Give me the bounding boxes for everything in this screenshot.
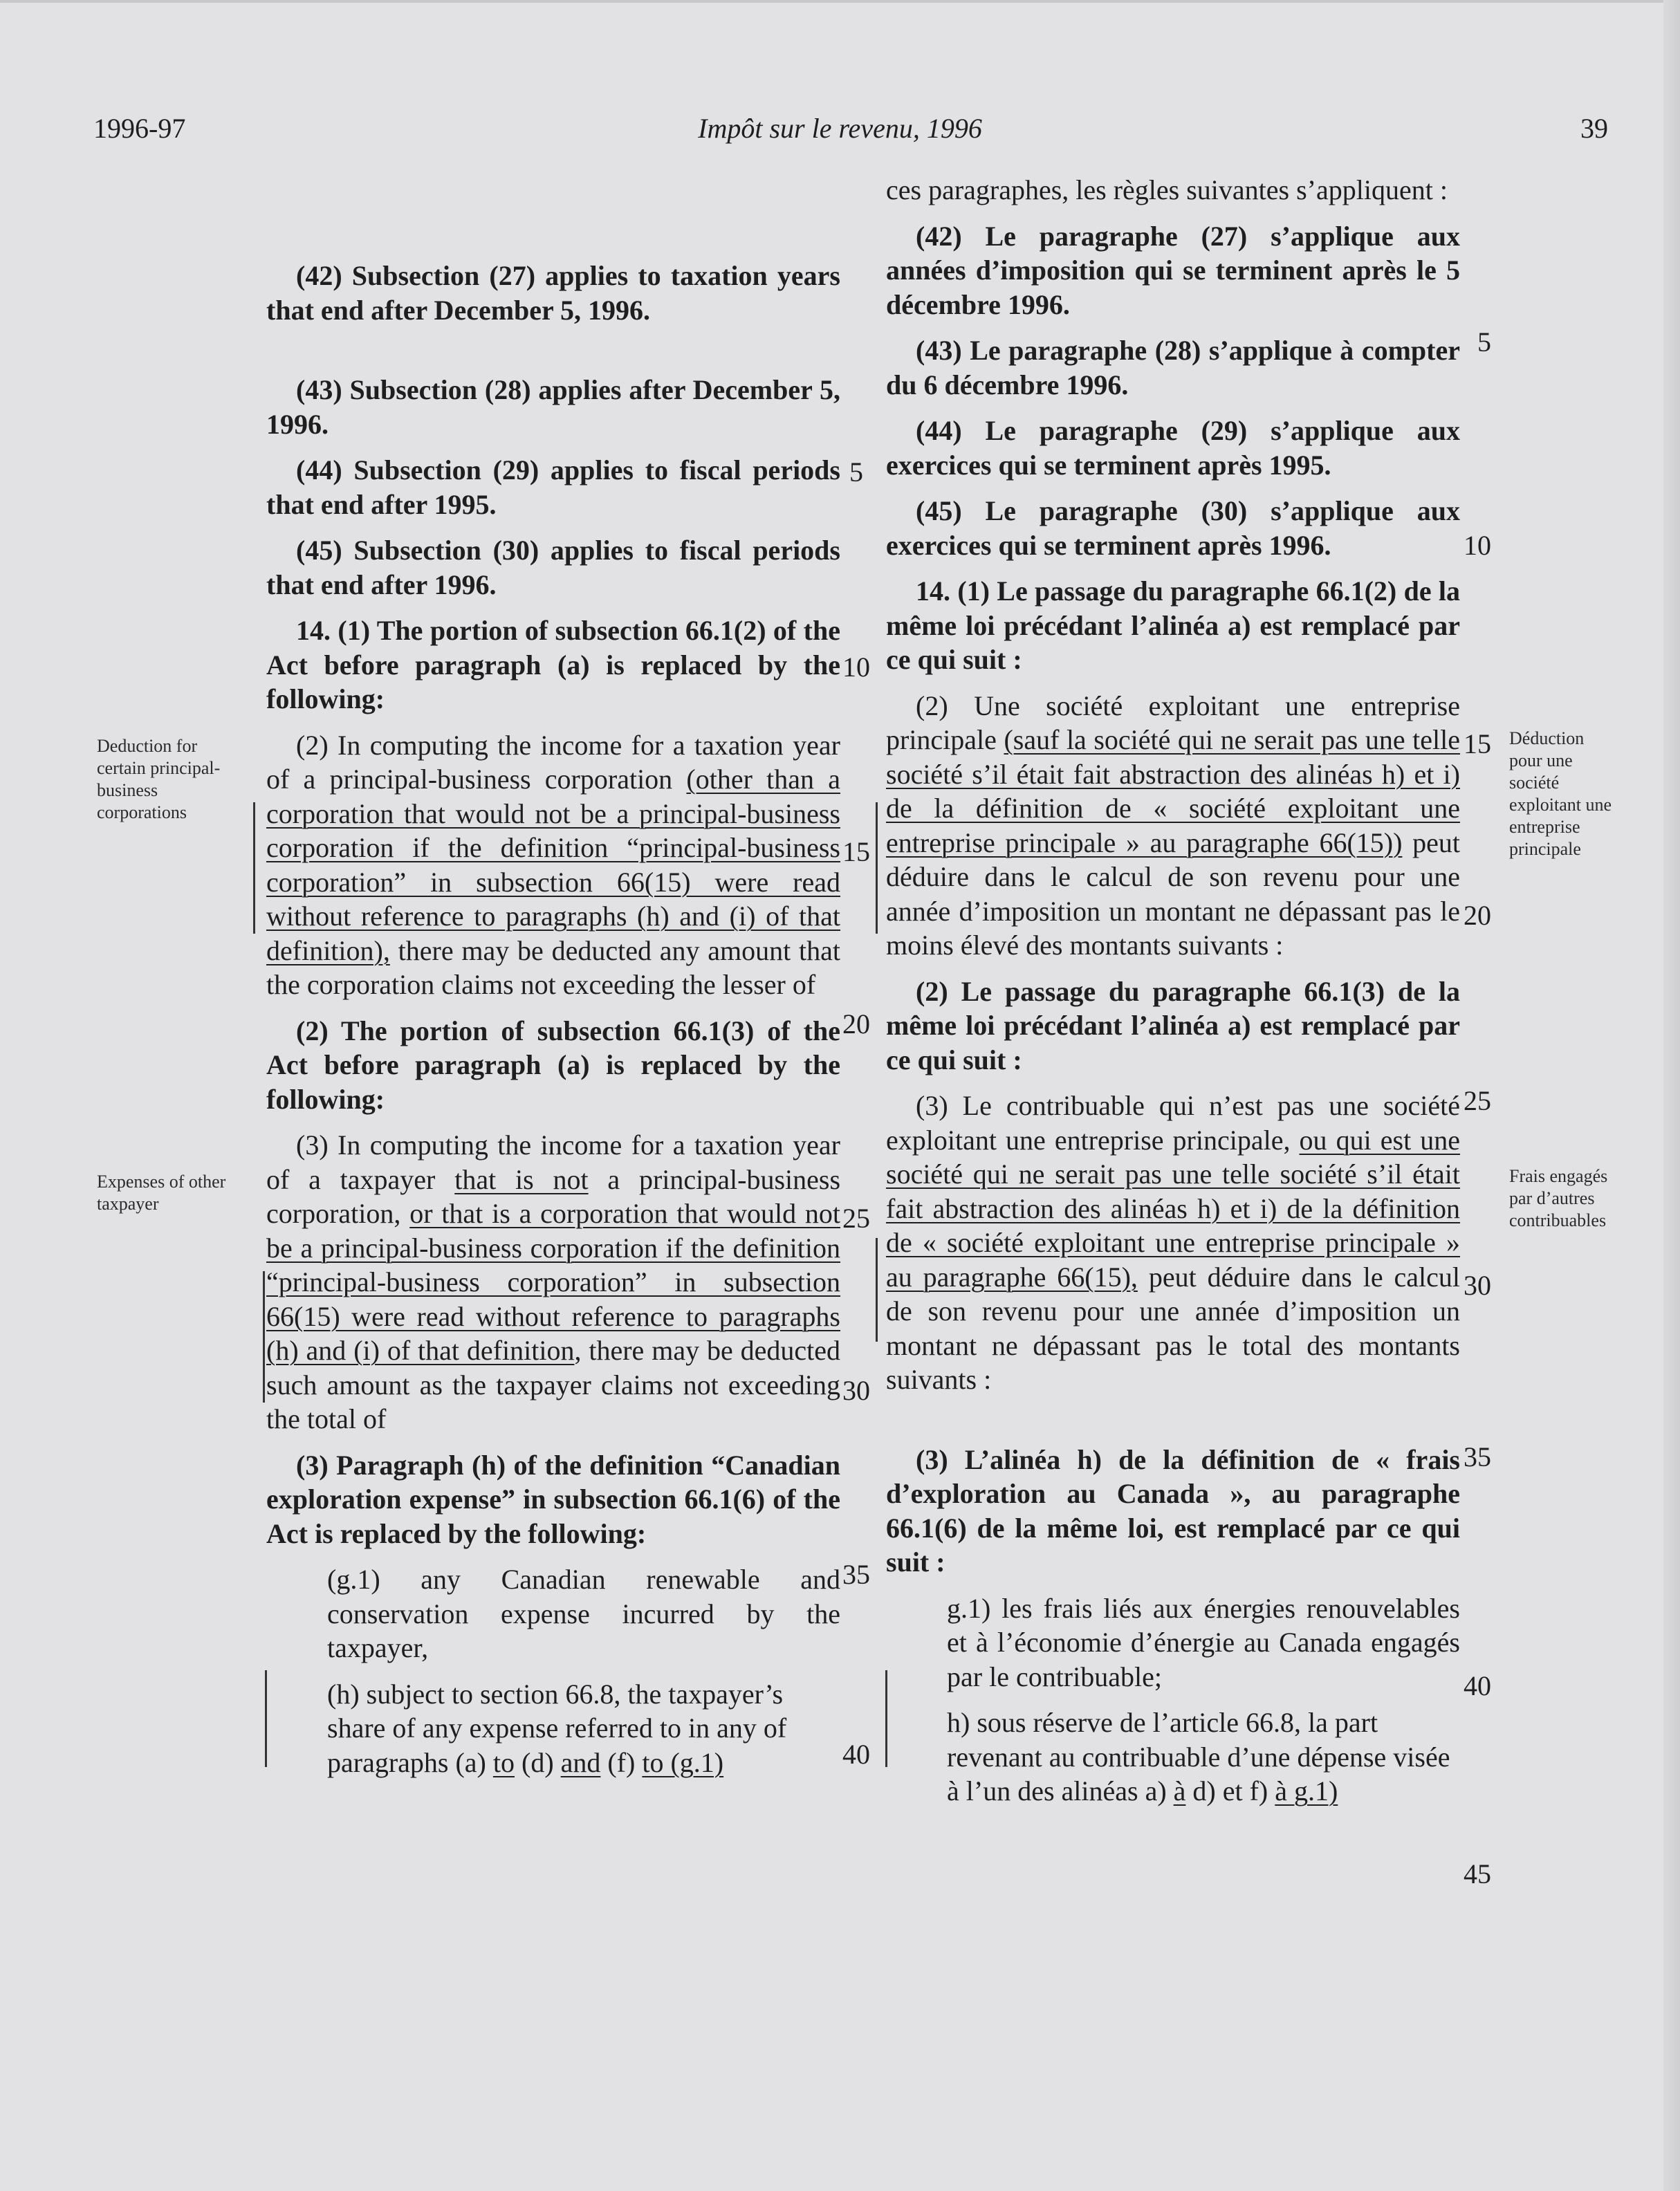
en-amended-text: (other than a corporation that would not be a principal-business corporation if the definition “principal-business corporation” in subsection 66(15) were read without reference to paragraphs (h) and (i) of that definition), <box>266 764 840 966</box>
fr-text: peut déduire dans le calcul de son revenu pour une année d’imposition un montant ne dépassant pas le total des montants suivants : <box>886 1261 1460 1395</box>
en-text: a principal-business corporation, <box>266 1163 841 1229</box>
fr-paragraph-g1: g.1) les frais liés aux énergies renouvelables et à l’économie d’énergie au Canada engagés par le contribuable; <box>947 1592 1460 1692</box>
line-number-fr: 40 <box>1464 1670 1491 1701</box>
en-text: (f) <box>607 1746 636 1778</box>
margin-note-expenses-en: Expenses of other taxpayer <box>97 1172 226 1214</box>
line-number-fr: 35 <box>1464 1441 1491 1472</box>
line-number-fr: 30 <box>1464 1270 1491 1301</box>
page-number: 39 <box>1580 113 1608 144</box>
line-number-fr: 20 <box>1464 900 1491 931</box>
fr-amended-text: (sauf la société qui ne serait pas une telle société s’il était fait abstraction des alinéas h) et i) de la définition de « société exploitant une entreprise principale » au paragraphe 66(15)) <box>886 724 1460 858</box>
fr-text: (2) Une société exploitant une entreprise principale <box>886 690 1460 755</box>
line-number-en: 40 <box>842 1739 870 1770</box>
en-text: , there may be deducted such amount as the taxpayer claims not exceeding the total of <box>266 1335 840 1434</box>
page-right-shadow <box>1663 0 1680 2191</box>
fr-subsection-66-1-3 <box>886 1089 1460 1397</box>
line-number-en: 20 <box>842 1008 870 1039</box>
en-subsection-45: (45) Subsection (30) applies to fiscal periods that end after 1996. <box>266 535 840 600</box>
page-top-edge <box>0 0 1680 3</box>
en-amended-text: to <box>492 1746 515 1778</box>
en-subsection-42: (42) Subsection (27) applies to taxation years that end after December 5, 1996. <box>266 260 840 326</box>
line-number-en: 10 <box>842 651 870 683</box>
fr-amended-text: à <box>1173 1775 1186 1806</box>
en-text: there may be deducted any amount that the corporation claims not exceeding the lesser of <box>266 934 841 1000</box>
fr-text: (3) Le contribuable qui n’est pas une société exploitant une entreprise principale, <box>886 1090 1460 1156</box>
fr-text: h) sous réserve de l’article 66.8, la part revenant au contribuable d’une dépense visée à l’un des alinéas a) <box>947 1707 1450 1806</box>
fr-amended-text: ou qui est une société qui ne serait pas une telle société s’il était fait abstraction des alinéas h) et i) de la définition de « société exploitant une entreprise principale » au paragraphe 66(15), <box>886 1124 1460 1293</box>
line-number-fr: 25 <box>1464 1085 1491 1116</box>
fr-intro: ces paragraphes, les règles suivantes s’appliquent : <box>886 174 1448 205</box>
en-clause-14-2: (2) The portion of subsection 66.1(3) of the Act before paragraph (a) is replaced by the following: <box>266 1015 840 1115</box>
fr-subsection-43: (43) Le paragraphe (28) s’applique à compter du 6 décembre 1996. <box>886 335 1460 400</box>
en-text: (h) subject to section 66.8, the taxpayer’s share of any expense referred to in any of paragraphs (a) <box>327 1678 787 1778</box>
en-clause-14-3: (3) Paragraph (h) of the definition “Canadian exploration expense” in subsection 66.1(6) of the Act is replaced by the following: <box>266 1449 840 1549</box>
en-text: (2) In computing the income for a taxation year of a principal-business corporation <box>266 729 840 795</box>
margin-note-expenses-fr: Frais engagés par d’autres contribuables <box>1509 1166 1608 1230</box>
header-year: 1996-97 <box>93 113 186 144</box>
en-subsection-66-1-2 <box>266 728 840 1002</box>
english-column <box>266 259 840 1779</box>
line-number-fr: 10 <box>1464 530 1491 561</box>
en-clause-14-1: 14. (1) The portion of subsection 66.1(2) of the Act before paragraph (a) is replaced by the following: <box>266 615 840 714</box>
change-bar <box>253 802 255 934</box>
line-number-en: 35 <box>842 1559 870 1590</box>
fr-subsection-66-1-2 <box>886 689 1460 963</box>
header-title: Impôt sur le revenu, 1996 <box>698 113 982 144</box>
fr-clause-14-1: 14. (1) Le passage du paragraphe 66.1(2) de la même loi précédant l’alinéa a) est remplacé par ce qui suit : <box>886 575 1460 675</box>
en-text: (d) <box>521 1746 554 1778</box>
en-text: (3) In computing the income for a taxation year of a taxpayer <box>266 1129 840 1195</box>
fr-paragraph-h <box>886 1705 1460 1809</box>
fr-subsection-45: (45) Le paragraphe (30) s’applique aux exercices qui se terminent après 1996. <box>886 495 1460 561</box>
en-subsection-43: (43) Subsection (28) applies after December 5, 1996. <box>266 374 840 440</box>
en-paragraph-h <box>266 1677 840 1780</box>
change-bar <box>263 1271 265 1403</box>
en-amended-text: and <box>560 1746 601 1778</box>
fr-clause-14-3: (3) L’alinéa h) de la définition de « frais d’exploration au Canada », au paragraphe 66.1(6) de la même loi, est remplacé par ce qui suit : <box>886 1443 1460 1578</box>
fr-text: d) et f) <box>1192 1775 1268 1806</box>
en-subsection-66-1-3 <box>266 1128 840 1436</box>
en-amended-text: to (g.1) <box>642 1746 724 1778</box>
fr-amended-text: à g.1) <box>1275 1775 1338 1806</box>
en-paragraph-g1: (g.1) any Canadian renewable and conservation expense incurred by the taxpayer, <box>327 1564 840 1663</box>
fr-text: peut déduire dans le calcul de son revenu pour une année d’imposition un montant ne dépassant pas le moins élevé des montants suivants : <box>886 826 1460 961</box>
margin-note-deduction-fr: Déduction pour une société exploitant une entreprise principale <box>1509 728 1612 859</box>
french-column <box>886 173 1460 1809</box>
en-amended-text: that is not <box>454 1163 589 1195</box>
en-subsection-44: (44) Subsection (29) applies to fiscal periods that end after 1995. <box>266 454 840 520</box>
line-number-en: 30 <box>842 1375 870 1406</box>
fr-subsection-42: (42) Le paragraphe (27) s’applique aux années d’imposition qui se terminent après le 5 décembre 1996. <box>886 220 1460 320</box>
line-number-en: 25 <box>842 1203 870 1234</box>
line-number-fr: 5 <box>1477 326 1491 358</box>
en-amended-text: or that is a corporation that would not be a principal-business corporation if the definition “principal-business corporation” in subsection 66(15) were read without reference to paragraphs (h) and (i) of that definition <box>266 1198 841 1366</box>
margin-note-deduction-en: Deduction for certain principal-business corporations <box>97 736 221 822</box>
line-number-en: 15 <box>842 836 870 867</box>
change-bar <box>876 1238 878 1342</box>
change-bar <box>876 802 878 934</box>
fr-clause-14-2: (2) Le passage du paragraphe 66.1(3) de la même loi précédant l’alinéa a) est remplacé par ce qui suit : <box>886 975 1460 1075</box>
line-number-fr: 15 <box>1464 728 1491 759</box>
line-number-fr: 45 <box>1464 1858 1491 1889</box>
line-number-en: 5 <box>849 456 863 488</box>
fr-subsection-44: (44) Le paragraphe (29) s’applique aux exercices qui se terminent après 1995. <box>886 415 1460 481</box>
